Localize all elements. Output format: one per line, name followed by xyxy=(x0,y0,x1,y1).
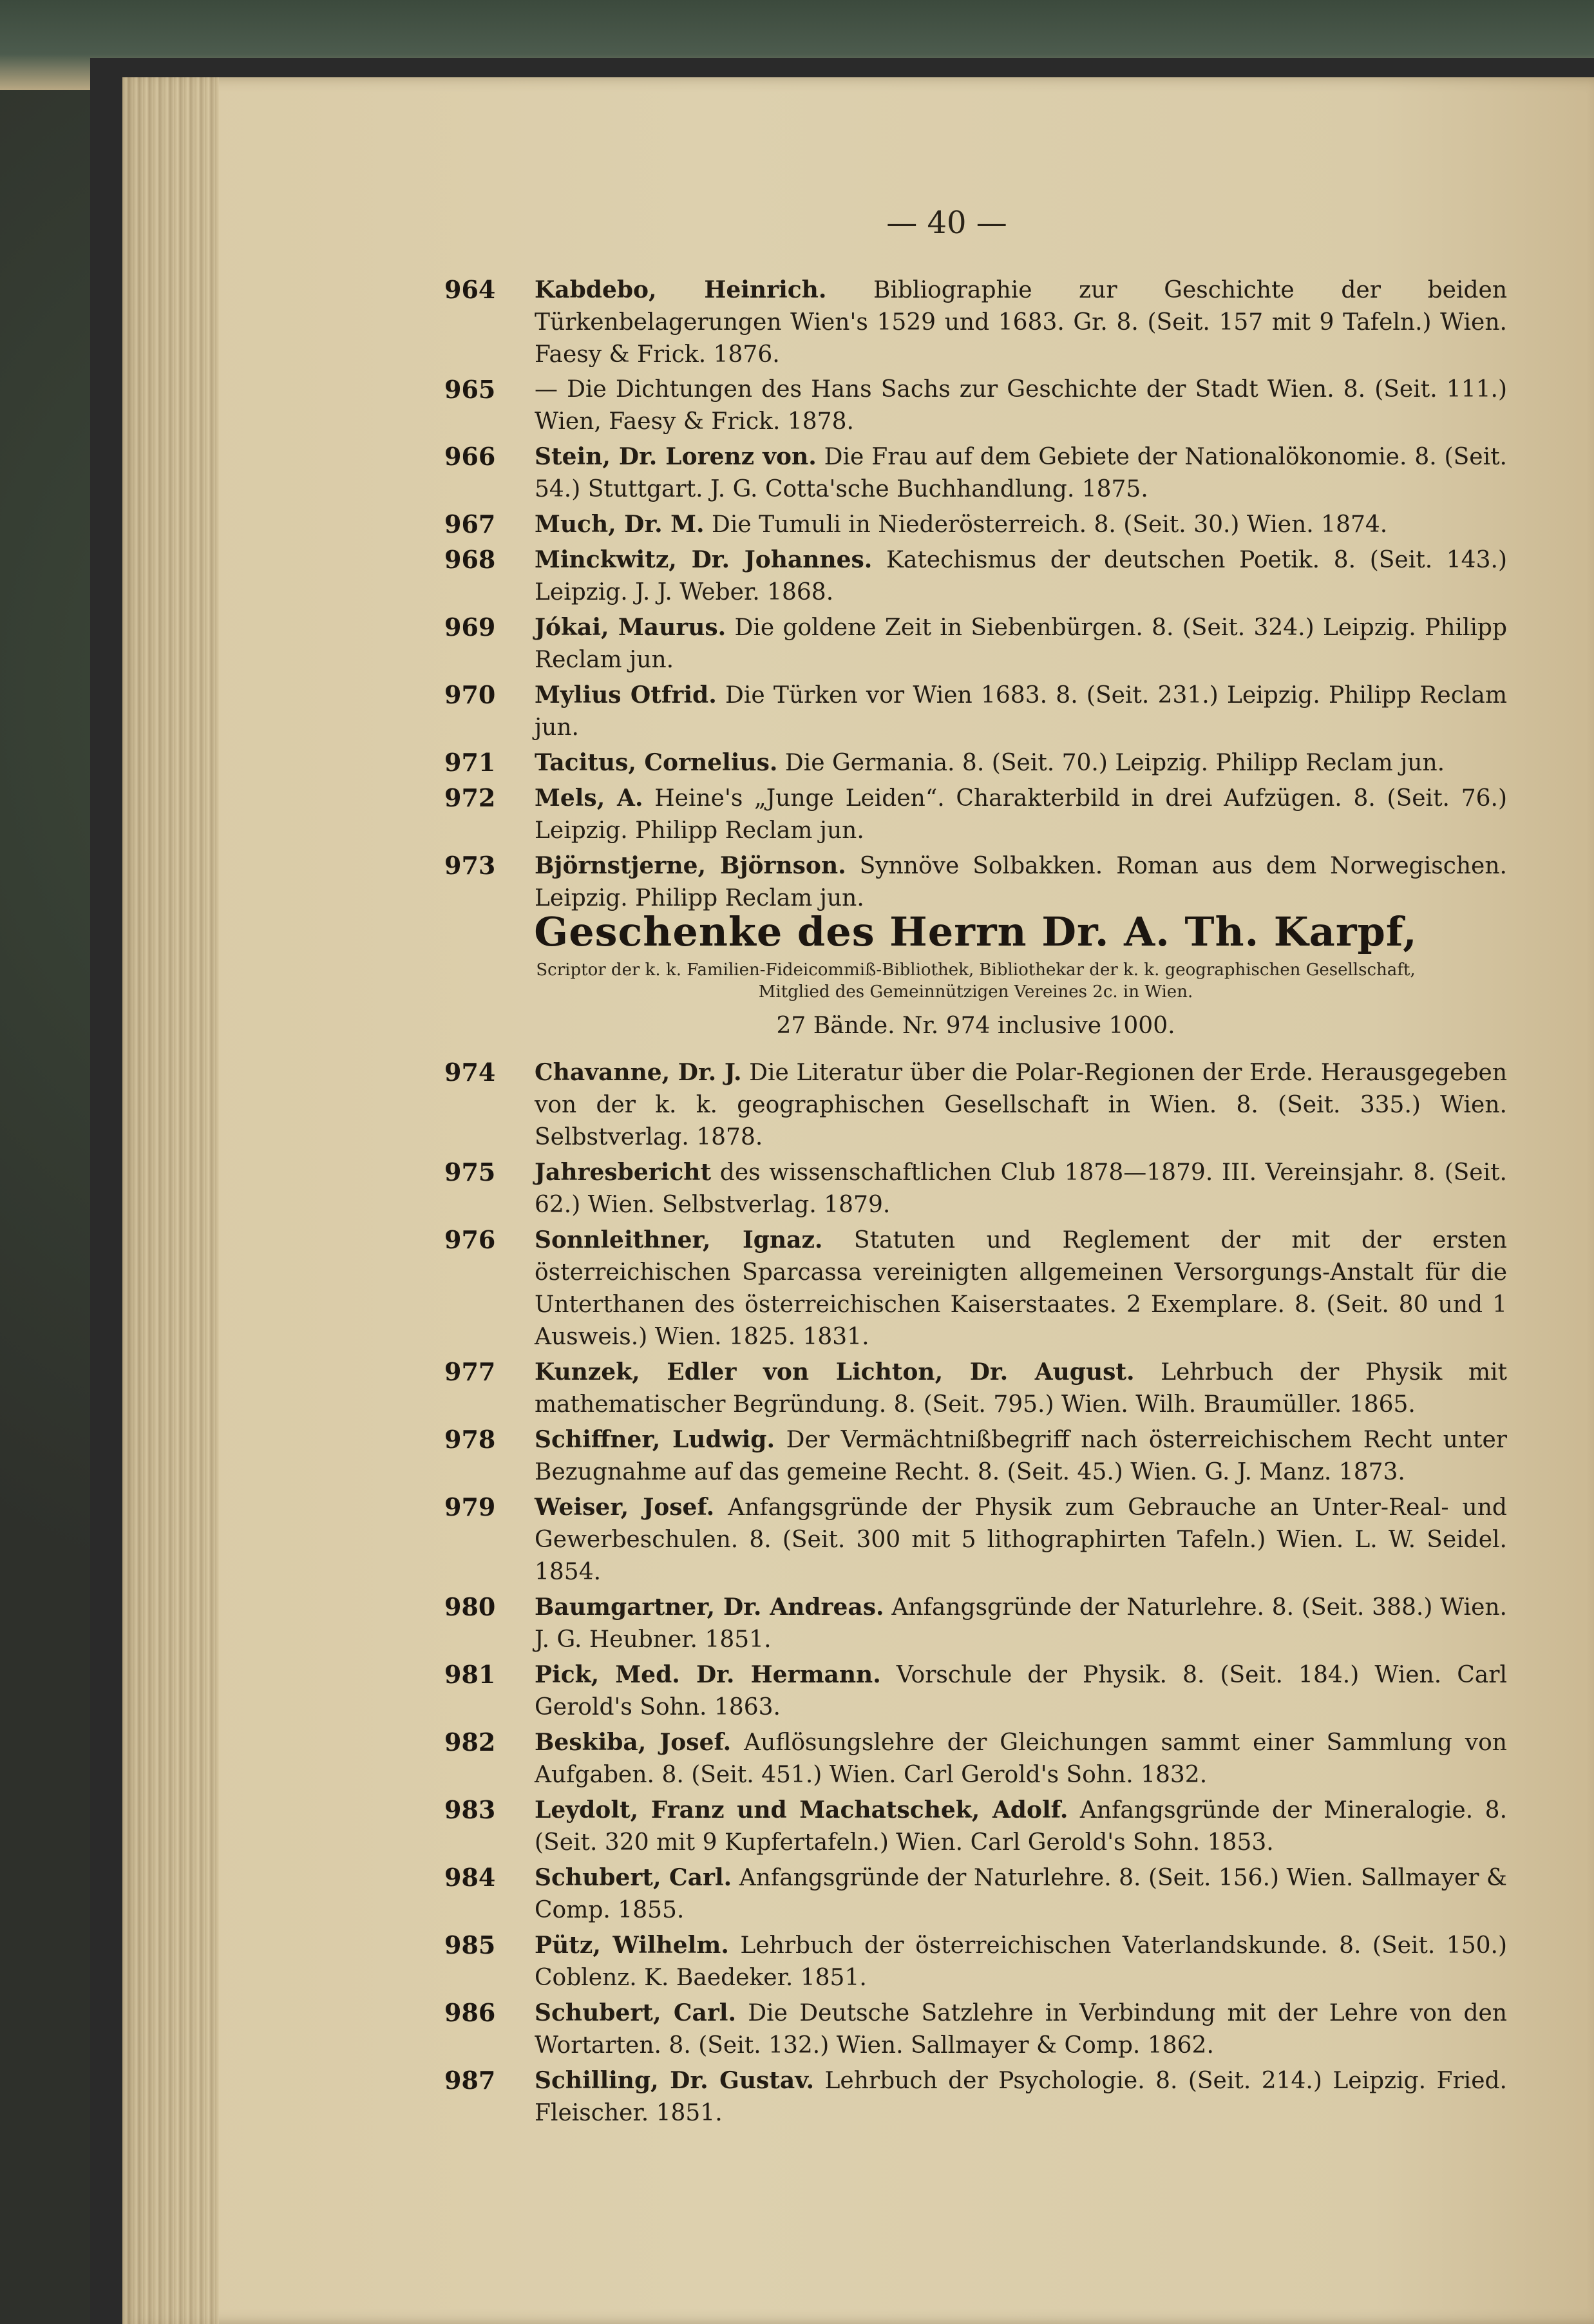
entry-text: Die Tumuli in Niederösterreich. 8. (Seit. 30.) Wien. 1874. xyxy=(711,511,1388,538)
entry-number: 980 xyxy=(444,1592,496,1621)
entry-list-top xyxy=(444,274,1507,917)
catalog-entry xyxy=(444,1929,1507,1994)
entry-text: Bibliographie zur Geschichte der beiden Türkenbelagerungen Wien's 1529 und 1683. Gr. 8. (Seit. 157 mit 9 Tafeln.) Wien. Faesy & Frick. 1876. xyxy=(535,277,1508,368)
catalog-entry xyxy=(444,1862,1507,1927)
entry-text: Die Deutsche Satzlehre in Verbindung mit der Lehre von den Wortarten. 8. (Seit. 132.) Wien. Sallmayer & Comp. 1862. xyxy=(535,2000,1507,2059)
catalog-entry xyxy=(444,1491,1507,1588)
entry-text: Anfangsgründe der Naturlehre. 8. (Seit. 156.) Wien. Sallmayer & Comp. 1855. xyxy=(535,1865,1507,1923)
entry-number: 981 xyxy=(444,1660,496,1689)
entry-number: 977 xyxy=(444,1357,496,1386)
entry-text: Auflösungslehre der Gleichungen sammt einer Sammlung von Aufgaben. 8. (Seit. 451.) Wien. Carl Gerold's Sohn. 1832. xyxy=(535,1729,1507,1788)
entry-author: Leydolt, Franz und Machatschek, Adolf. xyxy=(535,1796,1068,1824)
entry-author: Sonnleithner, Ignaz. xyxy=(535,1226,823,1253)
entry-number: 966 xyxy=(444,442,496,471)
catalog-entry xyxy=(444,747,1507,779)
catalog-entry xyxy=(444,1156,1507,1221)
entry-text: — Die Dichtungen des Hans Sachs zur Geschichte der Stadt Wien. 8. (Seit. 111.) Wien, Faesy & Frick. 1878. xyxy=(535,376,1507,435)
catalog-entry xyxy=(444,1224,1507,1353)
entry-number: 978 xyxy=(444,1425,496,1454)
entry-number: 967 xyxy=(444,510,496,538)
entry-author: Schubert, Carl. xyxy=(535,1999,736,2026)
entry-number: 970 xyxy=(444,680,496,709)
catalog-entry xyxy=(444,1794,1507,1859)
entry-text: Die Frau auf dem Gebiete der Nationalökonomie. 8. (Seit. 54.) Stuttgart. J. G. Cotta'sche Buchhandlung. 1875. xyxy=(535,444,1507,502)
entry-text: Anfangsgründe der Mineralogie. 8. (Seit. 320 mit 9 Kupfertafeln.) Wien. Carl Gerold's Sohn. 1853. xyxy=(535,1797,1508,1856)
catalog-entry xyxy=(444,374,1507,438)
entry-number: 971 xyxy=(444,748,496,777)
section-subtitle-1: Scriptor der k. k. Familien-Fideicommiß-Bibliothek, Bibliothekar der k. k. geographischen Gesellschaft, xyxy=(536,960,1416,980)
entry-text: Statuten und Reglement der mit der ersten österreichischen Sparcassa vereinigten allgemeinen Versorgungs-Anstalt für die Unterthanen des österreichischen Kaiserstaates. 2 Exemplare. 8. (Seit. 80 und 1 Ausweis.) Wien. 1825. 1831. xyxy=(535,1227,1507,1350)
entry-author: Minckwitz, Dr. Johannes. xyxy=(535,546,873,573)
page-edges xyxy=(122,77,219,2324)
entry-text: Heine's „Junge Leiden“. Charakterbild in drei Aufzügen. 8. (Seit. 76.) Leipzig. Philipp Reclam jun. xyxy=(535,785,1507,844)
catalog-entry xyxy=(444,1659,1507,1724)
entry-author: Schubert, Carl. xyxy=(535,1864,732,1891)
entry-author: Much, Dr. M. xyxy=(535,511,705,538)
entry-list-bottom xyxy=(444,1056,1507,2132)
catalog-entry xyxy=(444,1591,1507,1656)
entry-text: Anfangsgründe der Naturlehre. 8. (Seit. 388.) Wien. J. G. Heubner. 1851. xyxy=(535,1594,1507,1653)
entry-number: 965 xyxy=(444,375,496,404)
catalog-entry xyxy=(444,1424,1507,1489)
entry-number: 973 xyxy=(444,851,496,880)
entry-number: 984 xyxy=(444,1863,496,1892)
entry-author: Björnstjerne, Björnson. xyxy=(535,852,846,879)
entry-number: 974 xyxy=(444,1058,496,1087)
entry-number: 969 xyxy=(444,613,496,642)
entry-number: 982 xyxy=(444,1728,496,1757)
entry-number: 972 xyxy=(444,783,496,812)
entry-text: Vorschule der Physik. 8. (Seit. 184.) Wien. Carl Gerold's Sohn. 1863. xyxy=(535,1662,1507,1720)
entry-number: 986 xyxy=(444,1998,496,2027)
entry-text: Synnöve Solbakken. Roman aus dem Norwegischen. Leipzig. Philipp Reclam jun. xyxy=(535,853,1507,911)
entry-number: 985 xyxy=(444,1930,496,1959)
entry-text: Anfangsgründe der Physik zum Gebrauche an Unter-Real- und Gewerbeschulen. 8. (Seit. 300 mit 5 lithographirten Tafeln.) Wien. L. W. Seidel. 1854. xyxy=(535,1494,1507,1585)
entry-number: 983 xyxy=(444,1795,496,1824)
entry-author: Beskiba, Josef. xyxy=(535,1729,732,1756)
catalog-entry xyxy=(444,544,1507,609)
section-subtitle-2: Mitglied des Gemeinnützigen Vereines 2c. in Wien. xyxy=(758,982,1193,1002)
catalog-entry xyxy=(444,1356,1507,1421)
entry-text: des wissenschaftlichen Club 1878—1879. III. Vereinsjahr. 8. (Seit. 62.) Wien. Selbstverlag. 1879. xyxy=(535,1159,1507,1218)
entry-author: Weiser, Josef. xyxy=(535,1494,715,1521)
catalog-entry xyxy=(444,1056,1507,1154)
entry-number: 964 xyxy=(444,275,496,304)
entry-author: Jahresbericht xyxy=(535,1159,712,1186)
entry-author: Tacitus, Cornelius. xyxy=(535,749,778,776)
entry-number: 979 xyxy=(444,1492,496,1521)
entry-author: Mylius Otfrid. xyxy=(535,681,717,709)
catalog-entry xyxy=(444,508,1507,541)
catalog-entry xyxy=(444,441,1507,506)
donation-section-header xyxy=(444,905,1507,1044)
entry-number: 976 xyxy=(444,1225,496,1254)
entry-author: Mels, A. xyxy=(535,785,643,812)
entry-author: Jókai, Maurus. xyxy=(535,614,726,641)
catalog-entry xyxy=(444,1997,1507,2062)
entry-number: 975 xyxy=(444,1157,496,1186)
entry-author: Stein, Dr. Lorenz von. xyxy=(535,443,817,470)
catalog-entry xyxy=(444,611,1507,676)
page-number: — 40 — xyxy=(886,205,1007,241)
entry-text: Lehrbuch der Psychologie. 8. (Seit. 214.) Leipzig. Fried. Fleischer. 1851. xyxy=(535,2068,1507,2126)
catalog-entry xyxy=(444,2064,1507,2129)
entry-text: Der Vermächtnißbegriff nach österreichischem Recht unter Bezugnahme auf das gemeine Recht. 8. (Seit. 45.) Wien. G. J. Manz. 1873. xyxy=(535,1427,1507,1485)
entry-author: Baumgartner, Dr. Andreas. xyxy=(535,1594,884,1621)
entry-author: Pick, Med. Dr. Hermann. xyxy=(535,1661,881,1688)
entry-text: Die Literatur über die Polar-Regionen der Erde. Herausgegeben von der k. k. geographischen Gesellschaft in Wien. 8. (Seit. 335.) Wien. Selbstverlag. 1878. xyxy=(535,1060,1507,1150)
section-heading: Geschenke des Herrn Dr. A. Th. Karpf, xyxy=(534,908,1418,955)
entry-author: Kunzek, Edler von Lichton, Dr. August. xyxy=(535,1358,1135,1386)
catalog-entry xyxy=(444,679,1507,744)
entry-text: Die Germania. 8. (Seit. 70.) Leipzig. Philipp Reclam jun. xyxy=(784,750,1445,776)
entry-text: Lehrbuch der österreichischen Vaterlandskunde. 8. (Seit. 150.) Coblenz. K. Baedeker. 1851. xyxy=(535,1932,1508,1991)
entry-author: Schilling, Dr. Gustav. xyxy=(535,2067,815,2094)
entry-author: Schiffner, Ludwig. xyxy=(535,1426,775,1453)
entry-number: 968 xyxy=(444,545,496,574)
entry-author: Pütz, Wilhelm. xyxy=(535,1932,729,1959)
entry-text: Katechismus der deutschen Poetik. 8. (Seit. 143.) Leipzig. J. J. Weber. 1868. xyxy=(535,547,1507,605)
entry-text: Die Türken vor Wien 1683. 8. (Seit. 231.) Leipzig. Philipp Reclam jun. xyxy=(535,682,1508,741)
catalog-entry xyxy=(444,274,1507,371)
entry-author: Kabdebo, Heinrich. xyxy=(535,276,827,303)
catalog-entry xyxy=(444,782,1507,847)
entry-number: 987 xyxy=(444,2066,496,2095)
catalog-entry xyxy=(444,1726,1507,1791)
entry-author: Chavanne, Dr. J. xyxy=(535,1059,742,1086)
entry-text: Lehrbuch der Physik mit mathematischer Begründung. 8. (Seit. 795.) Wien. Wilh. Braumüller. 1865. xyxy=(535,1359,1507,1418)
section-volume-count: 27 Bände. Nr. 974 inclusive 1000. xyxy=(776,1013,1175,1039)
entry-text: Die goldene Zeit in Siebenbürgen. 8. (Seit. 324.) Leipzig. Philipp Reclam jun. xyxy=(535,614,1508,673)
